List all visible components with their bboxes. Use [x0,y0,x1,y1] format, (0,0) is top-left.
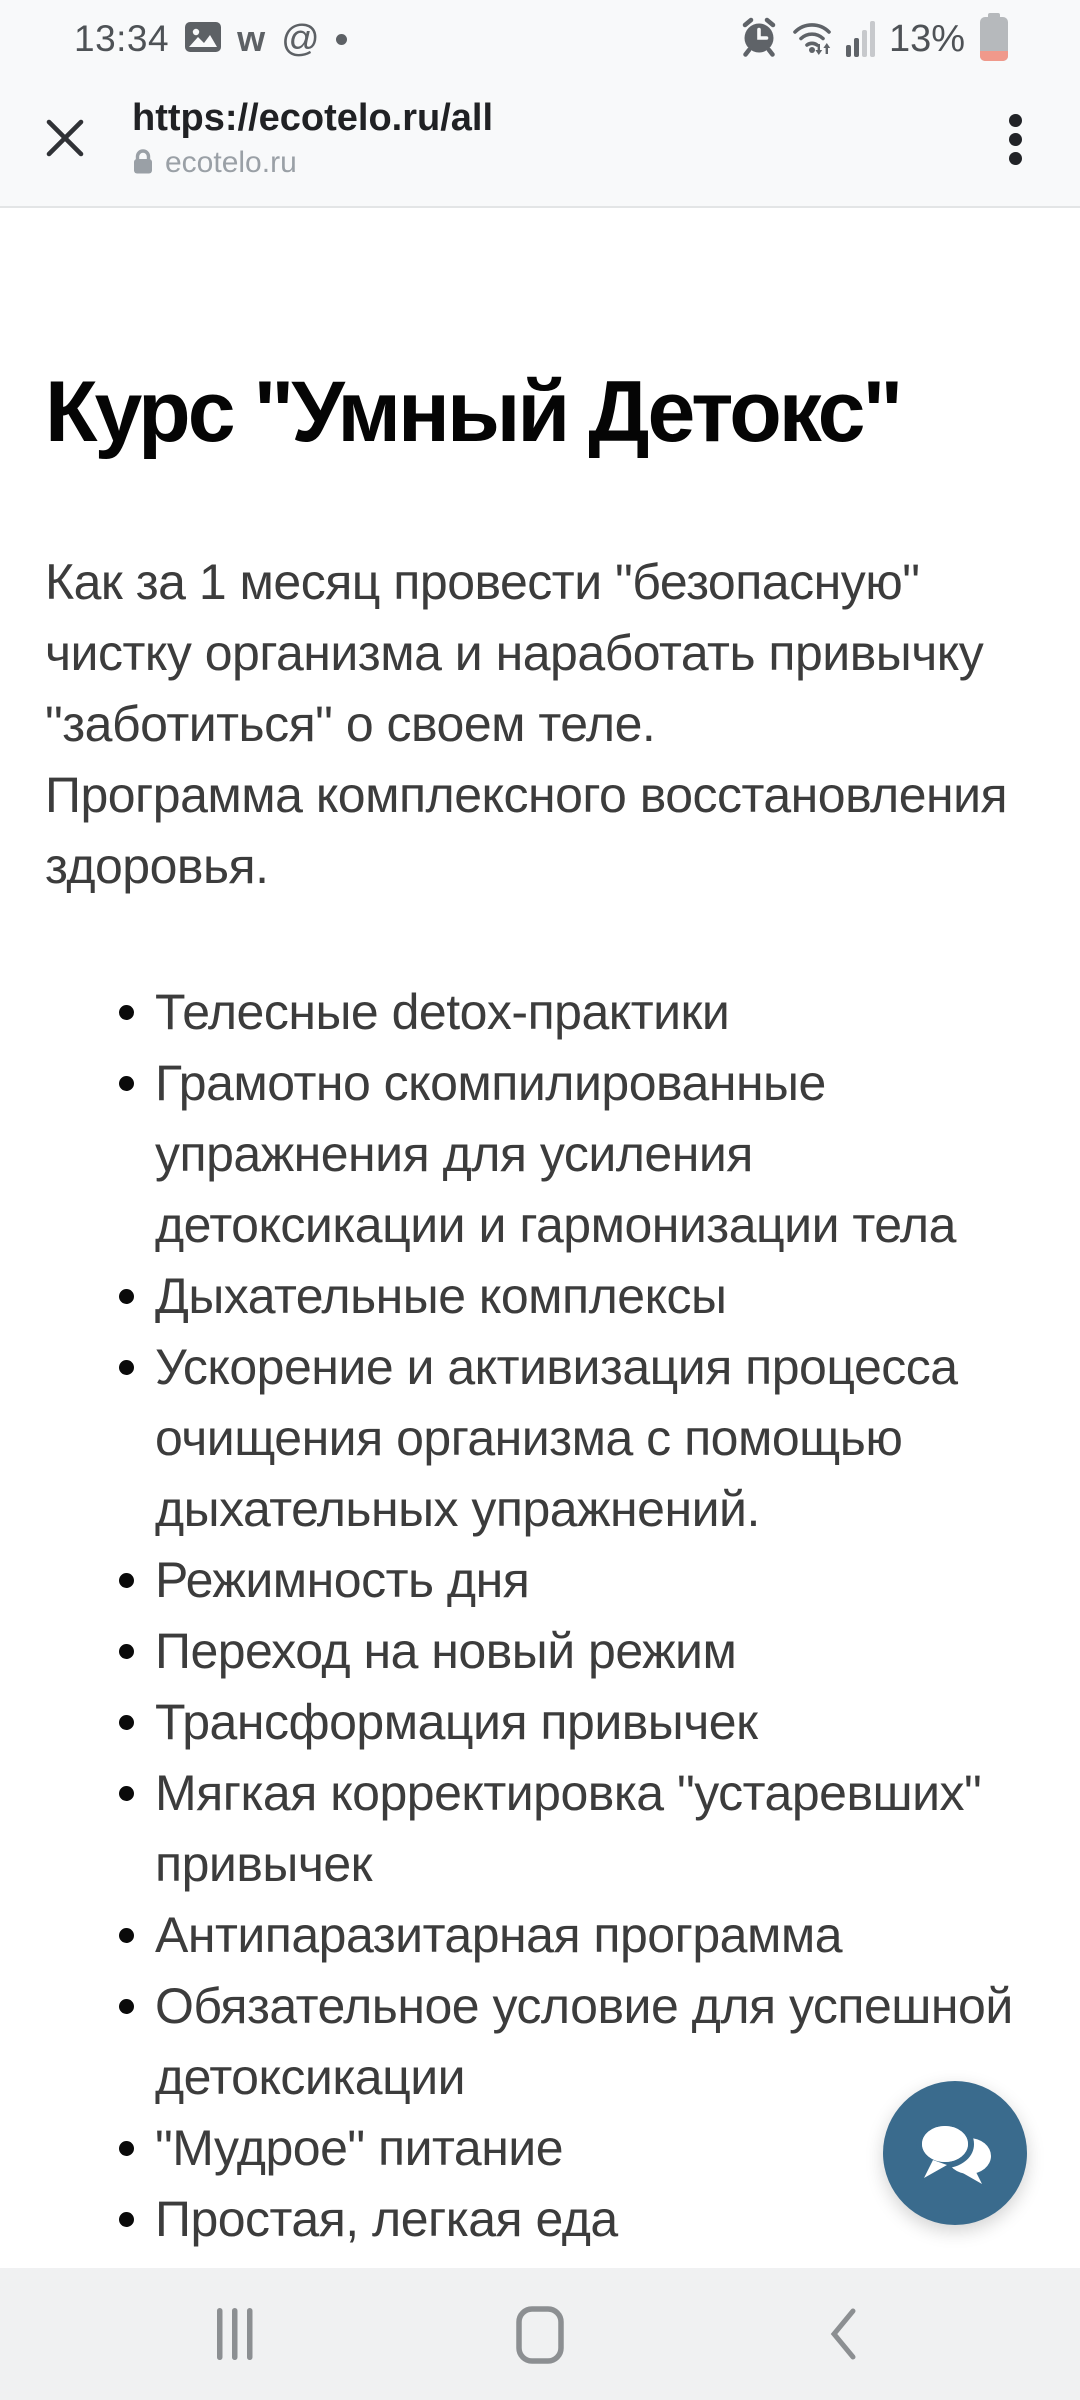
list-item: "Мудрое" питание [155,2113,1035,2184]
status-bar [0,0,1080,72]
messenger-notification-icon: w [237,18,266,59]
list-item: Мягкая корректировка "устаревших" привычек [155,1758,1035,1900]
security-domain-row [132,147,1001,180]
list-item: Телесные detox-практики [155,977,1035,1048]
list-item: Грамотно скомпилированные упражнения для усиления детоксикации и гармонизации тела [155,1048,1035,1261]
email-notification-icon: @ [281,18,320,60]
home-icon [516,2352,564,2367]
browser-address-bar [0,72,1080,208]
list-item: Обязательное условие для успешной детоксикации [155,1971,1035,2113]
lock-icon [132,147,154,180]
close-icon [42,115,88,164]
list-item: Дыхательные комплексы [155,1261,1035,1332]
browser-menu-button[interactable] [1001,106,1030,173]
intro-paragraph: Программа комплексного восстановления здоровья. [45,766,1008,894]
list-item: Простая, легкая еда [155,2184,1035,2255]
chat-bubbles-icon [913,2114,997,2193]
intro-paragraph: Как за 1 месяц провести "безопасную" чистку организма и наработать привычку "заботиться" о своем теле. [45,553,984,752]
status-bar-right [740,13,1010,66]
page-title: Курс "Умный Детокс" [45,364,901,460]
back-chevron-icon [823,2350,863,2365]
course-features-list [45,977,1035,2255]
list-item: Антипаразитарная программа [155,1900,1035,1971]
site-domain-label: ecotelo.ru [165,146,297,180]
recent-apps-icon [215,2350,255,2365]
back-button[interactable] [823,2306,863,2365]
page-url: https://ecotelo.ru/all [132,97,494,140]
recent-apps-button[interactable] [215,2306,255,2365]
course-intro [45,547,1035,902]
list-item: Трансформация привычек [155,1687,1035,1758]
battery-icon [978,13,1010,66]
alarm-icon [740,17,778,62]
list-item: Переход на новый режим [155,1616,1035,1687]
android-nav-bar [0,2268,1080,2400]
list-item: Режимность дня [155,1545,1035,1616]
chat-widget-button[interactable] [883,2081,1027,2225]
wifi-icon [791,18,833,61]
more-notifications-dot-icon [336,34,347,45]
battery-percent-label: 13% [888,17,965,60]
home-button[interactable] [516,2306,564,2367]
clock-time: 13:34 [74,18,170,59]
gallery-notification-icon [185,22,221,57]
signal-strength-icon [846,17,876,62]
url-field[interactable] [132,98,1001,180]
page-content [0,208,1080,2255]
close-tab-button[interactable] [40,114,90,164]
kebab-menu-icon [1009,114,1022,127]
status-bar-left [74,18,347,60]
list-item: Ускорение и активизация процесса очищения организма с помощью дыхательных упражнений. [155,1332,1035,1545]
